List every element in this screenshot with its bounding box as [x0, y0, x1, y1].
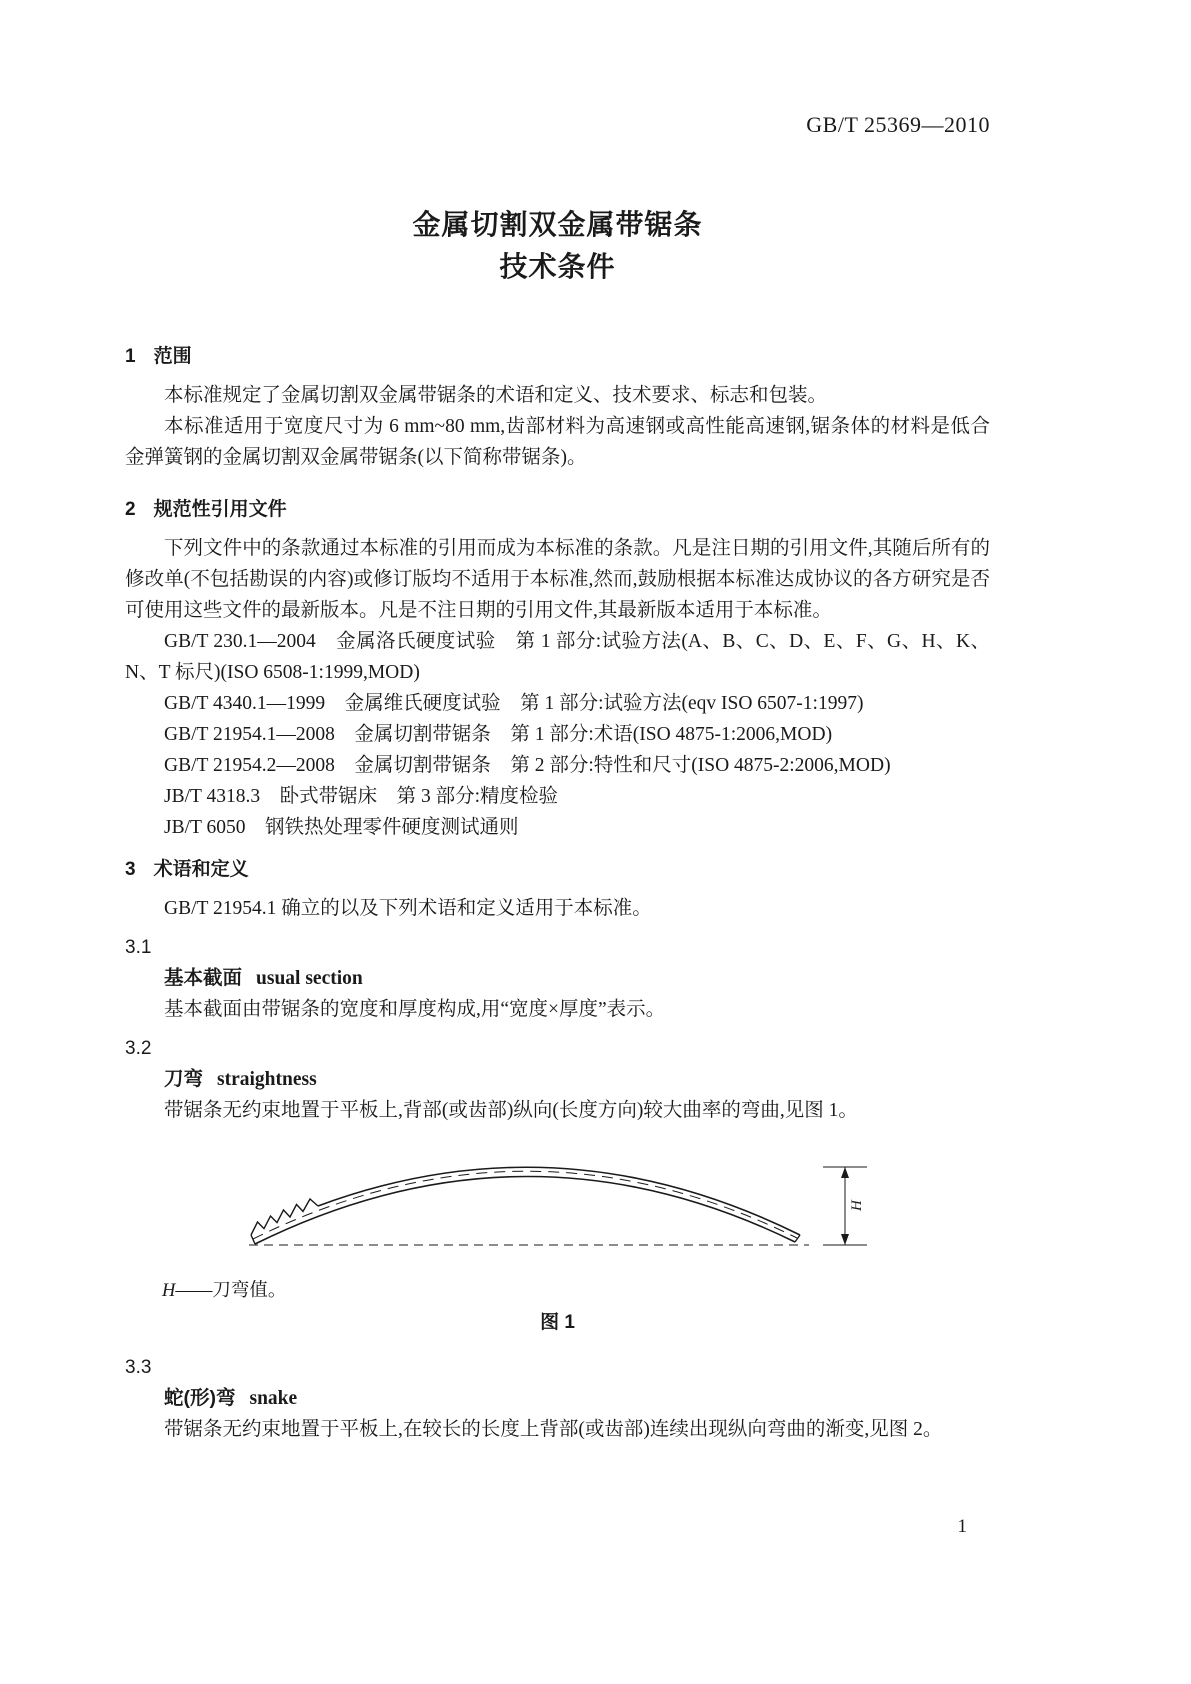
figure-1: [125, 1142, 990, 1338]
document-title-line1: 金属切割双金属带锯条: [412, 209, 703, 240]
section-3-number: 3: [125, 859, 136, 880]
reference-item: GB/T 21954.1—2008 金属切割带锯条 第 1 部分:术语(ISO 4875-1:2006,MOD): [164, 724, 833, 745]
section-1-paragraph-1: 本标准规定了金属切割双金属带锯条的术语和定义、技术要求、标志和包装。: [164, 385, 828, 406]
term-definition: 基本截面由带锯条的宽度和厚度构成,用“宽度×厚度”表示。: [164, 999, 666, 1020]
section-1-number: 1: [125, 346, 136, 367]
reference-item: GB/T 230.1—2004 金属洛氏硬度试验 第 1 部分:试验方法(A、B、C、D、E、F、G、H、K、N、T 标尺)(ISO 6508-1:1999,MOD): [125, 631, 990, 683]
term-heading: [164, 1064, 990, 1095]
term-number: 3.3: [125, 1357, 152, 1378]
blade-left-end: [251, 1235, 255, 1244]
term-number: 3.1: [125, 937, 152, 958]
figure-1-caption: 图 1: [540, 1312, 575, 1333]
legend-symbol-h: H: [162, 1281, 176, 1301]
figure-1-drawing: [243, 1142, 903, 1260]
document-title-line2: 技术条件: [499, 251, 616, 282]
dimension-h-label: H: [849, 1200, 865, 1211]
term-english: snake: [249, 1388, 298, 1409]
dimension-arrow-up: [841, 1167, 849, 1178]
section-1-title: 范围: [153, 346, 192, 367]
reference-item: GB/T 4340.1—1999 金属维氏硬度试验 第 1 部分:试验方法(eqv ISO 6507-1:1997): [164, 693, 864, 714]
section-2-heading: [125, 497, 990, 523]
term-english: usual section: [256, 968, 363, 989]
blade-right-end: [795, 1235, 800, 1242]
section-2-paragraph-1: 下列文件中的条款通过本标准的引用而成为本标准的条款。凡是注日期的引用文件,其随后所有的修改单(不包括勘误的内容)或修订版均不适用于本标准,然而,鼓励根据本标准达成协议的各方研究是否可使用这些文件的最新版本。凡是不注日期的引用文件,其最新版本适用于本标准。: [125, 538, 990, 621]
term-number: 3.2: [125, 1038, 152, 1059]
blade-bottom-edge: [255, 1176, 795, 1244]
section-3-title: 术语和定义: [153, 859, 249, 880]
figure-1-legend: [162, 1276, 990, 1307]
section-2-number: 2: [125, 499, 136, 520]
term-chinese: 刀弯: [164, 1068, 204, 1090]
term-3-2: [125, 1033, 990, 1126]
term-heading: [164, 1383, 990, 1414]
term-3-1: [125, 932, 990, 1025]
reference-item: JB/T 6050 钢铁热处理零件硬度测试通则: [164, 817, 519, 838]
legend-text: ——刀弯值。: [175, 1281, 287, 1301]
section-2-title: 规范性引用文件: [153, 499, 287, 520]
blade-centerline: [253, 1171, 797, 1239]
term-chinese: 蛇(形)弯: [164, 1387, 236, 1409]
term-definition: 带锯条无约束地置于平板上,在较长的长度上背部(或齿部)连续出现纵向弯曲的渐变,见图 2。: [164, 1419, 943, 1440]
reference-item: JB/T 4318.3 卧式带锯床 第 3 部分:精度检验: [164, 786, 558, 807]
term-chinese: 基本截面: [164, 967, 243, 989]
term-definition: 带锯条无约束地置于平板上,背部(或齿部)纵向(长度方向)较大曲率的弯曲,见图 1。: [164, 1100, 858, 1121]
standard-code: GB/T 25369—2010: [806, 112, 990, 137]
reference-item: GB/T 21954.2—2008 金属切割带锯条 第 2 部分:特性和尺寸(ISO 4875-2:2006,MOD): [164, 755, 891, 776]
section-3-paragraph-1: GB/T 21954.1 确立的以及下列术语和定义适用于本标准。: [164, 898, 652, 919]
page-number: 1: [957, 1516, 967, 1537]
term-3-3: [125, 1352, 990, 1445]
dimension-arrow-down: [841, 1234, 849, 1245]
section-1-paragraph-2: 本标准适用于宽度尺寸为 6 mm~80 mm,齿部材料为高速钢或高性能高速钢,锯条体的材料是低合金弹簧钢的金属切割双金属带锯条(以下简称带锯条)。: [125, 416, 990, 468]
section-1-heading: [125, 344, 990, 370]
section-3-heading: [125, 857, 990, 883]
term-heading: [164, 963, 990, 994]
term-english: straightness: [217, 1069, 317, 1090]
